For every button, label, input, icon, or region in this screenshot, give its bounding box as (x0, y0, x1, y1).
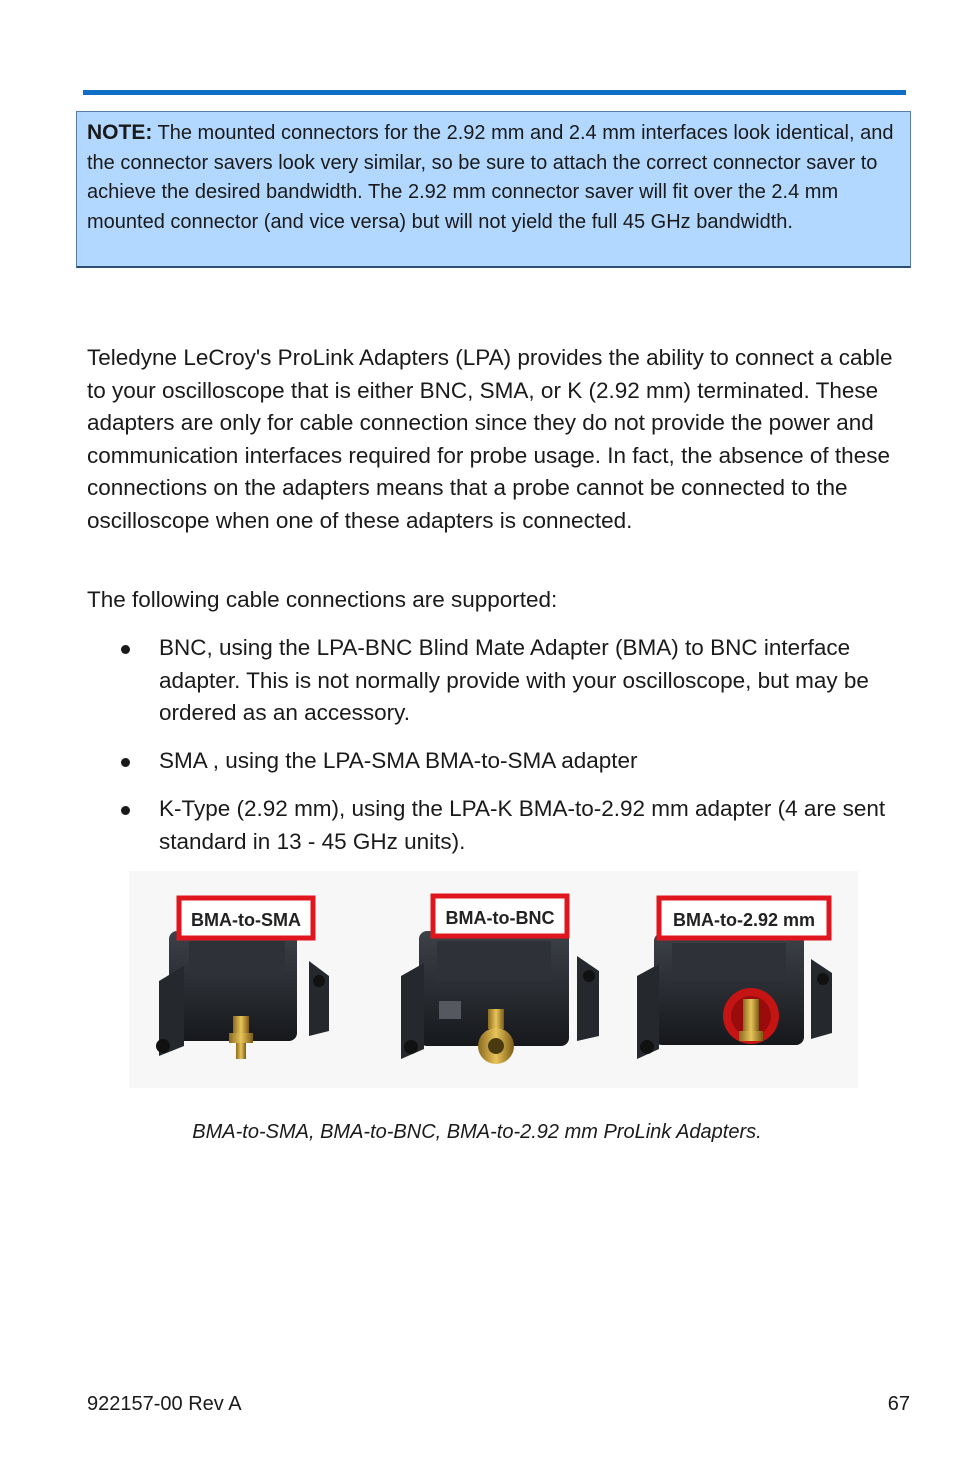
list-item (159, 745, 919, 778)
note-box (76, 111, 911, 268)
body-paragraph-list-intro: The following cable connections are supported: (87, 587, 558, 612)
footer-doc-id: 922157-00 Rev A (87, 1393, 242, 1415)
photo-label-sma: BMA-to-SMA (191, 910, 301, 930)
footer-page-number: 67 (887, 1393, 910, 1415)
list-item (159, 632, 919, 730)
adapter-photo (129, 871, 858, 1088)
note-label: NOTE: (87, 121, 153, 144)
adapter-photo-illustration (129, 871, 858, 1088)
bullet-icon (121, 758, 130, 767)
bullet-icon (121, 806, 130, 815)
figure-caption: BMA-to-SMA, BMA-to-BNC, BMA-to-2.92 mm ProLink Adapters. (192, 1121, 762, 1143)
list-item-text: SMA , using the LPA-SMA BMA-to-SMA adapter (159, 748, 638, 773)
list-item-text: BNC, using the LPA-BNC Blind Mate Adapter (BMA) to BNC interface adapter. This is not normally provide with your oscilloscope, but may be ordered as an accessory. (159, 635, 869, 725)
note-text: The mounted connectors for the 2.92 mm and 2.4 mm interfaces look identical, and the connector savers look very similar, so be sure to attach the correct connector saver to achieve the desired bandwidth. The 2.92 mm connector saver will fit over the 2.4 mm mounted connector (and vice versa) but will not yield the full 45 GHz bandwidth. (87, 122, 894, 233)
k-type-adapter (637, 898, 832, 1059)
list-item-text: K-Type (2.92 mm), using the LPA-K BMA-to-2.92 mm adapter (4 are sent standard in 13 - 45 GHz units). (159, 796, 886, 854)
photo-label-292: BMA-to-2.92 mm (672, 910, 816, 930)
body-paragraph-intro: Teledyne LeCroy's ProLink Adapters (LPA) provides the ability to connect a cable to your oscilloscope that is either BNC, SMA, or K (2.92 mm) terminated. These adapters are only for cable connection since they do not provide the power and communication interfaces required for probe usage. In fact, the absence of these connections on the adapters means that a probe cannot be connected to the oscilloscope when one of these adapters is connected. (87, 345, 893, 533)
photo-label-bnc: BMA-to-BNC (445, 908, 555, 928)
header-rule (83, 90, 906, 95)
list-item (159, 793, 919, 858)
bullet-icon (121, 645, 130, 654)
